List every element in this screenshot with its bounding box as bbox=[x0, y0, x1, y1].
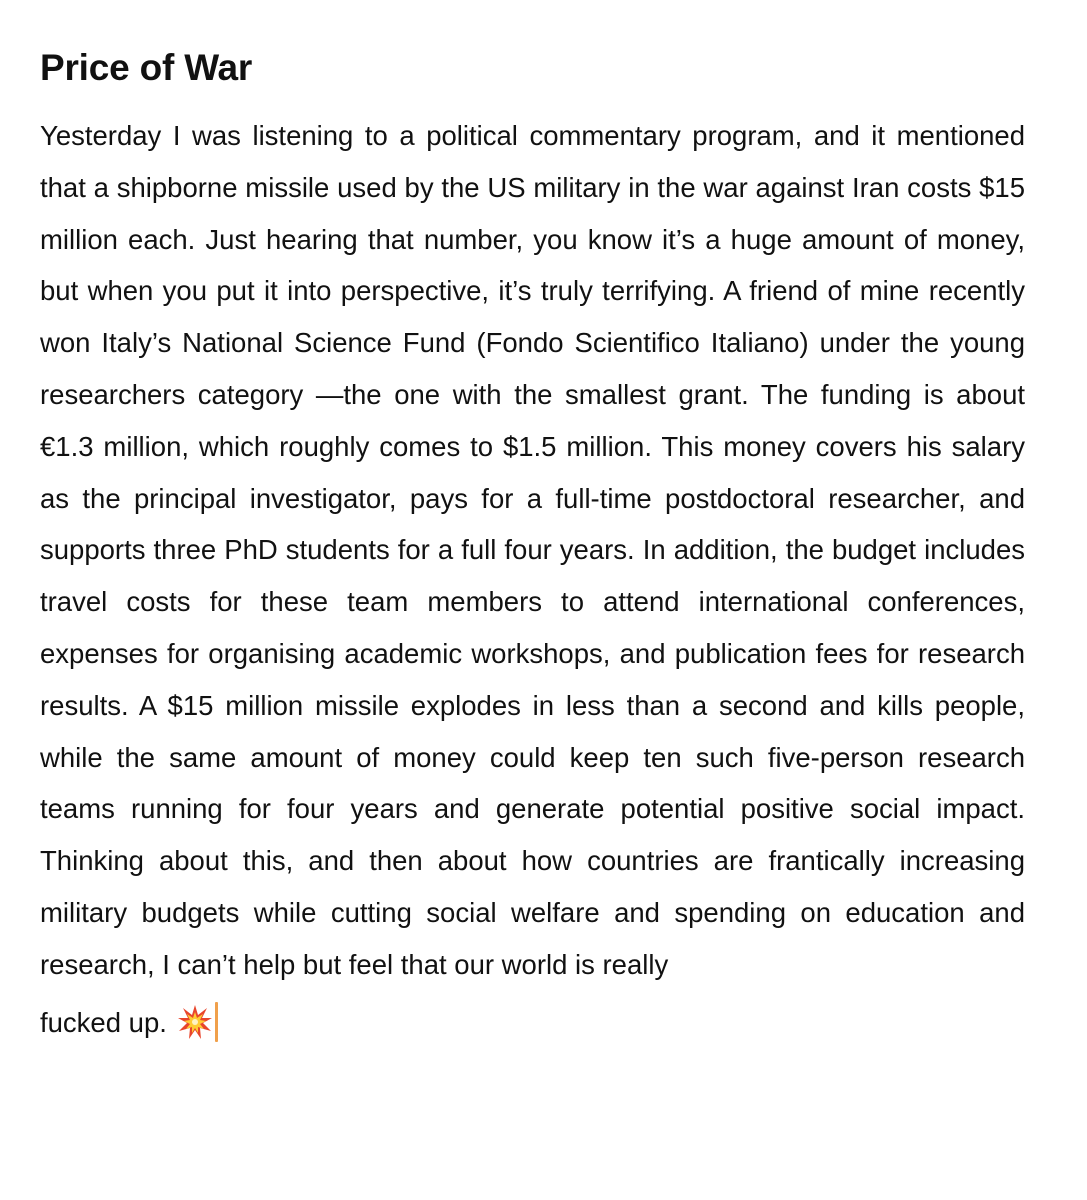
text-cursor bbox=[215, 1002, 218, 1042]
note-last-line[interactable] bbox=[40, 997, 1025, 1049]
note-body[interactable]: Yesterday I was listening to a political commentary program, and it mentioned that a shipborne missile used by the US military in the war against Iran costs $15 million each. Just hearing that number, you know it’s a huge amount of money, but when you put it into perspective, it’s truly terrifying. A friend of mine recently won Italy’s National Science Fund (Fondo Scientifico Italiano) under the young researchers category —the one with the smallest grant. The funding is about €1.3 million, which roughly comes to $1.5 million. This money covers his salary as the principal investigator, pays for a full-time postdoctoral researcher, and supports three PhD students for a full four years. In addition, the budget includes travel costs for these team members to attend international conferences, expenses for organising academic workshops, and publication fees for research results. A $15 million missile explodes in less than a second and kills people, while the same amount of money could keep ten such five-person research teams running for four years and generate potential positive social impact. Thinking about this, and then about how countries are frantically increasing military budgets while cutting social welfare and spending on education and research, I can’t help but feel that our world is really bbox=[40, 120, 1025, 980]
note-editor[interactable] bbox=[40, 44, 1025, 1048]
note-title[interactable]: Price of War bbox=[40, 47, 253, 88]
collision-icon bbox=[177, 1004, 213, 1040]
note-last-line-text: fucked up. bbox=[40, 1006, 167, 1038]
